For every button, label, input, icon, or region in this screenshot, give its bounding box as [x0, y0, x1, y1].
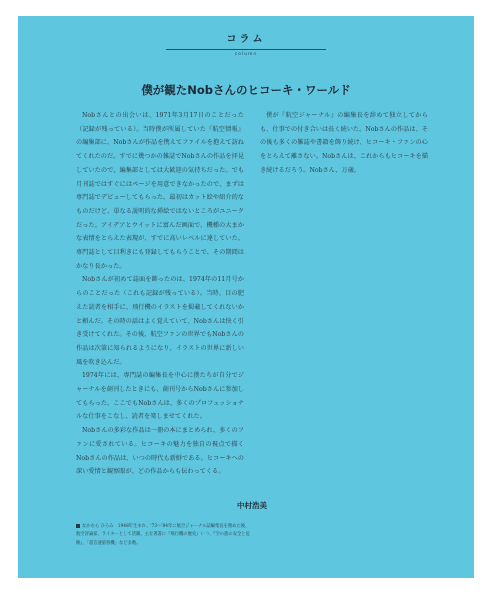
author-name: 中村浩美: [231, 501, 273, 510]
author-bio-text: なかむら ひろみ 1948年生まれ。'73〜'84年に航空ジャーナル誌編集長を務めた後、航空評論家、ライターとして活躍。主な著書に『飛行機の歴史』（一）、『空の旅の安全と危険』、「超音速旅客機」など多数。: [76, 524, 250, 546]
column-label: コラム: [226, 34, 266, 45]
column-header: [18, 30, 474, 57]
article-paragraph: 1974年には、専門誌の編集長を中心に僕たちが自分でジャーナルを創刊したときにも、創刊号からNobさんに参加してもらった。ここでもNobさんは、多くのプロフェッショナルな仕事をこなし、読者を楽しませてくれた。: [76, 372, 244, 421]
article-paragraph: Nobさんの多彩な作品は一冊の本にまとめられ、多くのファンに愛されている。ヒコーキの魅力を独自の視点で描くNobさんの作品は、いつの時代も新鮮である。ヒコーキへの深い愛情と観察眼が、どの作品からも伝わってくる。: [76, 427, 244, 476]
author-bio: [76, 523, 252, 548]
article-title: 僕が観たNobさんのヒコーキ・ワールド: [141, 83, 351, 97]
column-panel: [18, 16, 474, 578]
article-paragraph: Nobさんとの出会いは、1971年3月17日のことだった（記録が残っている）。当時僕が所属していた『航空情報』の編集部に、Nobさんが作品を携えてファイルを抱えて訪ねてくれたのだ。すでに幾つかの雑誌でNobさんの作品を拝見していたので、編集部としては大歓迎の気持ちだった。でも月刊誌ではすぐにはページを用意できなかったので、まずは専門誌でデビューしてもらった。最初はカット絵や紹介的なものだけど、単なる説明的な挿絵ではないところがユニークだった。アイデアとウイットに富んだ画面で、機種の大まかな表情をとらえた表現が、すでに高いレベルに達していた。専門誌として目利きにも登録してもらうことで、その期間はかなり長かった。: [76, 112, 244, 270]
author-byline: [76, 500, 428, 511]
article-paragraph: 僕が『航空ジャーナル』の編集長を辞めて独立してからも、仕事での付き合いは長く続いた。Nobさんの作品は、その後も多くの雑誌や書籍を飾り続け、ヒコーキ・ファンの心をとらえて離さない。Nobさんは、これからもヒコーキを描き続けるだろう。Nobさん、万歳。: [260, 112, 428, 174]
article-paragraph: Nobさんが初めて誌面を飾ったのは、1974年の11月号からのことだった（これも記録が残っている）。当時、目の肥えた読者を相手に、飛行機のイラストを掲載してくれないかと頼んだ。その時の話はよく覚えていて、Nobさんは快く引き受けてくれた。その後、航空ファンの世界でもNobさんの作品は次第に知られるようになり、イラストの世界に新しい風を吹き込んだ。: [76, 276, 244, 366]
column-label-en: column: [234, 52, 258, 57]
header-rule: [166, 49, 326, 50]
bullet-icon: [76, 524, 80, 528]
article-body: [76, 109, 428, 489]
